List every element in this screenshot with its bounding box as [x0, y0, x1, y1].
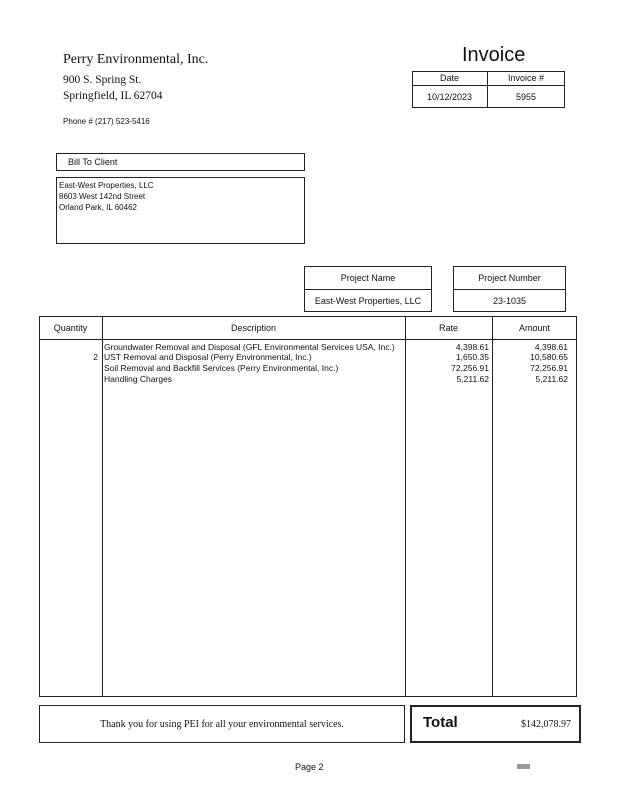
quantity-column-separator [102, 316, 103, 697]
header-description: Description [230, 323, 277, 333]
page-number: Page 2 [295, 762, 324, 772]
project-number-label: Project Number [478, 273, 541, 283]
invoice-title: Invoice [462, 44, 526, 66]
project-number: 23-1035 [492, 295, 527, 306]
bill-to-line3: Orland Park, IL 60462 [59, 203, 137, 212]
row3-rate: 72,256.91 [451, 363, 489, 373]
row1-description: Groundwater Removal and Disposal (GFL Environmental Services USA, Inc.) [104, 342, 395, 352]
total-value: $142,078.97 [521, 719, 571, 730]
company-phone: Phone # (217) 523-5416 [63, 117, 150, 126]
row4-amount: 5,211.62 [535, 374, 568, 384]
row2-rate: 1,650.35 [455, 352, 489, 362]
bill-to-label: Bill To Client [68, 157, 118, 167]
row3-description: Soil Removal and Backfill Services (Perry Environmental, Inc.) [104, 363, 339, 373]
thank-you-message: Thank you for using PEI for all your environmental services. [100, 718, 344, 730]
invoice-date: 10/12/2023 [426, 92, 473, 102]
total-label: Total [423, 714, 458, 731]
table-header-divider [39, 339, 577, 340]
page-marker [517, 764, 530, 769]
bill-to-line2: 8603 West 142nd Street [59, 192, 146, 201]
company-name: Perry Environmental, Inc. [63, 52, 209, 67]
company-address-line1: 900 S. Spring St. [63, 74, 142, 86]
project-name-label: Project Name [340, 273, 396, 283]
row1-rate: 4,398.61 [455, 342, 489, 352]
header-amount: Amount [518, 323, 551, 333]
header-rate: Rate [438, 323, 458, 333]
header-quantity: Quantity [53, 323, 88, 333]
invoice-number: 5955 [515, 92, 537, 102]
row2-description: UST Removal and Disposal (Perry Environmental, Inc.) [104, 352, 312, 362]
company-address-line2: Springfield, IL 62704 [63, 90, 163, 102]
bill-to-line1: East-West Properties, LLC [59, 181, 154, 190]
project-name: East-West Properties, LLC [314, 295, 422, 306]
row2-amount: 10,580.65 [530, 352, 568, 362]
row4-description: Handling Charges [104, 374, 173, 384]
invoice-number-label: Invoice # [507, 73, 545, 83]
row2-quantity: 2 [93, 352, 98, 362]
row3-amount: 72,256.91 [530, 363, 568, 373]
row1-amount: 4,398.61 [534, 342, 568, 352]
row4-rate: 5,211.62 [456, 374, 489, 384]
date-label: Date [439, 73, 459, 83]
